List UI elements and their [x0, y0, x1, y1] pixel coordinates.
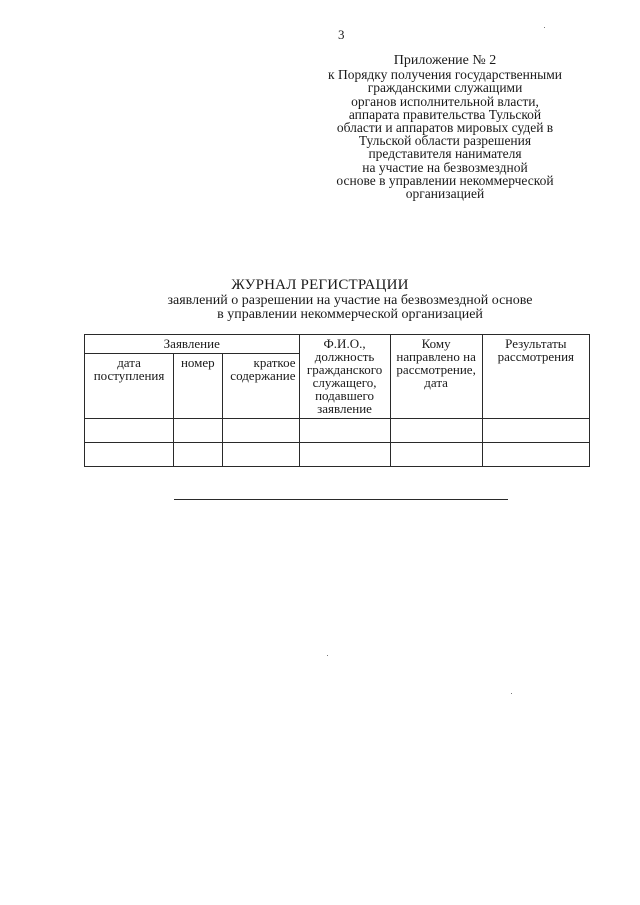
table-cell	[222, 419, 299, 443]
appendix-line: на участие на безвозмездной	[362, 159, 528, 175]
appendix-line: к Порядку получения государственными	[328, 67, 562, 83]
header-results: Результаты рассмотрения	[482, 335, 589, 419]
appendix-line: организацией	[405, 186, 485, 202]
scan-speck	[327, 655, 328, 656]
header-application-group: Заявление	[85, 335, 300, 354]
table-row	[85, 443, 590, 467]
header-sent-to: Кому направлено на рассмотрение, дата	[390, 335, 482, 419]
scan-speck	[544, 27, 545, 28]
table-cell	[222, 443, 299, 467]
scan-speck	[511, 693, 512, 694]
journal-subtitle-line: заявлений о разрешении на участие на безвозмездной основе	[167, 293, 533, 308]
table-row	[85, 419, 590, 443]
table-cell	[299, 443, 390, 467]
page-number: 3	[338, 27, 345, 42]
appendix-block	[300, 54, 590, 200]
appendix-line: органов исполнительной власти,	[351, 93, 539, 109]
journal-subtitle-line: в управлении некоммерческой организацией	[217, 306, 483, 322]
table-cell	[390, 443, 482, 467]
appendix-line: основе в управлении некоммерческой	[336, 172, 554, 188]
appendix-line: аппарата правительства Тульской	[348, 106, 542, 122]
table-cell	[482, 443, 589, 467]
appendix-line: Тульской области разрешения	[358, 133, 532, 149]
table-cell	[299, 419, 390, 443]
journal-title: ЖУРНАЛ РЕГИСТРАЦИИ	[231, 277, 409, 293]
appendix-line: области и аппаратов мировых судей в	[336, 120, 554, 136]
appendix-line: гражданскими служащими	[367, 80, 523, 96]
table-cell	[482, 419, 589, 443]
end-separator-line	[174, 499, 508, 500]
table-cell	[85, 419, 174, 443]
appendix-line: представителя нанимателя	[368, 146, 522, 162]
table-cell	[390, 419, 482, 443]
table-cell	[174, 419, 223, 443]
registration-table	[84, 334, 590, 467]
header-date: дата поступления	[85, 354, 174, 419]
table-cell	[174, 443, 223, 467]
table-header-row	[85, 335, 590, 354]
table-cell	[85, 443, 174, 467]
appendix-title: Приложение № 2	[393, 53, 497, 68]
journal-subtitle	[0, 294, 640, 321]
header-number: номер	[174, 354, 223, 419]
header-brief: краткое содержание	[222, 354, 299, 419]
header-fio: Ф.И.О., должность гражданского служащего, подавшего заявление	[299, 335, 390, 419]
